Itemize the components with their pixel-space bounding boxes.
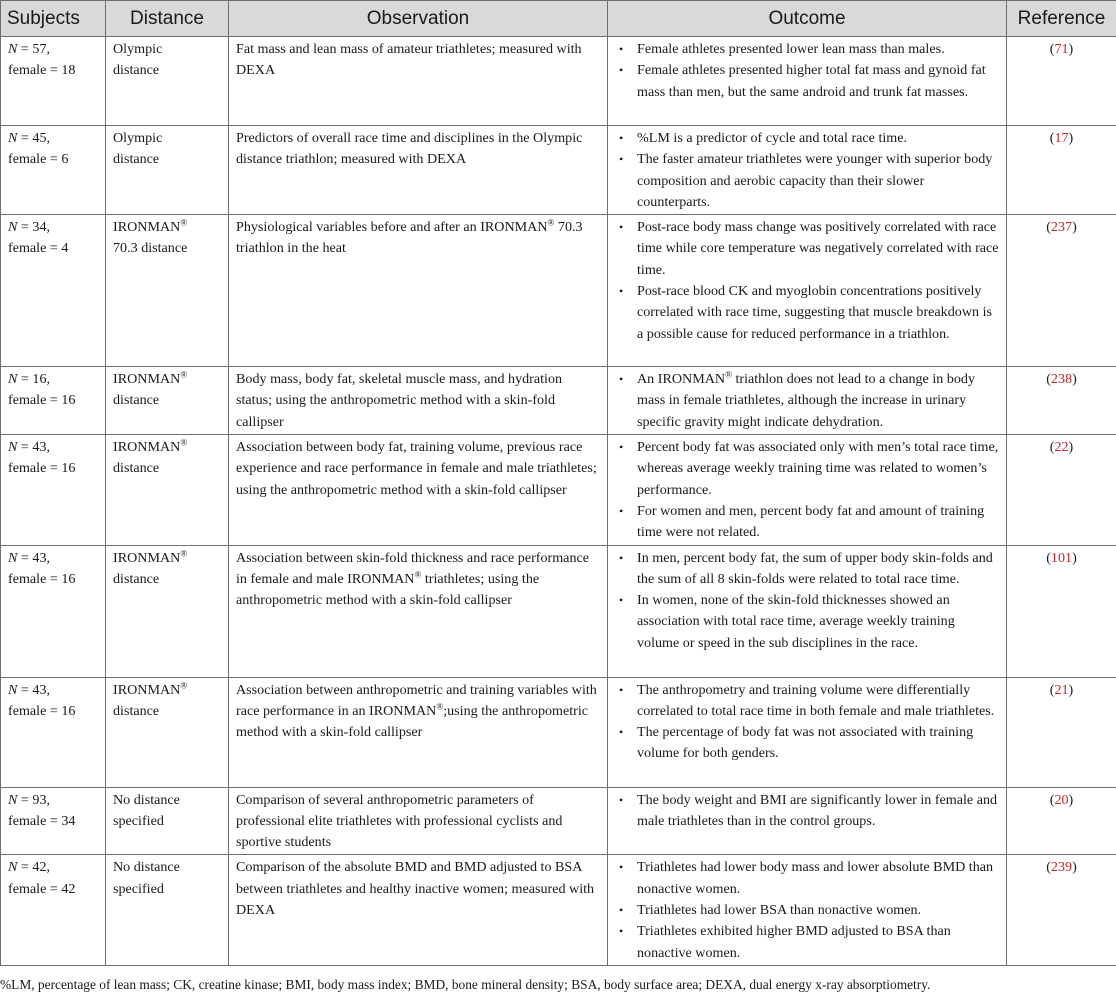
distance-line: specified [113,812,164,829]
distance-cell [106,367,229,435]
table-row [1,787,1116,855]
outcome-cell [608,367,1007,435]
table-row [1,435,1116,545]
outcome-list [615,369,999,433]
distance-cell [106,37,229,126]
reference-close-paren: ) [1068,41,1074,57]
observation-cell [229,215,608,367]
bullet-icon: • [619,131,624,145]
bullet-icon: • [619,593,624,608]
outcome-cell [608,435,1007,545]
distance-cell [106,855,229,965]
distance-cell [106,215,229,367]
bullet-icon: • [619,440,624,455]
outcome-cell [608,215,1007,367]
bullet-icon: • [619,682,624,697]
subjects-cell [1,855,106,965]
reference-close-paren: ) [1072,549,1077,566]
subjects-cell [1,215,106,367]
bullet-icon: • [619,63,624,78]
bullet-icon: • [619,860,624,875]
outcome-list [615,790,999,833]
subjects-n-label: N [8,549,18,566]
distance-line: Olympic [113,130,163,146]
subjects-female-count: female = 34 [8,812,76,829]
registered-mark: ® [725,369,732,380]
reference-close-paren: ) [1072,219,1077,236]
subjects-n-label: N [8,439,18,456]
reference-open-paren: ( [1049,439,1055,456]
bullet-icon: • [619,924,624,939]
observation-cell [229,435,608,545]
reference-cell [1007,126,1116,215]
observation-cell [229,367,608,435]
observation-text: Physiological variables before and after an IRONMAN® 70.3 triathlon in the heat [236,217,583,257]
distance-line: 70.3 distance [113,240,188,257]
subjects-n-label: N [8,791,18,808]
registered-mark: ® [547,217,555,228]
subjects-n-value: = 93, [17,791,51,808]
outcome-item [615,39,999,60]
outcome-cell [608,855,1007,965]
subjects-n-value: = 42, [17,859,51,876]
subjects-cell [1,126,106,215]
distance-line: IRONMAN® [113,679,188,698]
distance-line: No distance [113,791,180,808]
reference-close-paren: ) [1072,371,1077,388]
outcome-item [615,217,999,281]
outcome-list [615,128,999,213]
column-header-reference: Reference [1007,1,1116,37]
column-header-observation: Observation [229,1,608,37]
outcome-text: Triathletes had lower BSA than nonactive women. [637,902,922,919]
observation-text: Comparison of several anthropometric parameters of professional elite triathletes with professional cyclists and sportive students [236,791,563,851]
outcome-item [615,149,999,213]
distance-line: IRONMAN® [113,217,188,236]
outcome-item [615,900,999,921]
subjects-cell [1,677,106,787]
reference-open-paren: ( [1049,791,1055,808]
outcome-item [615,60,999,103]
registered-mark: ® [414,569,422,580]
subjects-cell [1,435,106,545]
subjects-female-count: female = 18 [8,62,76,79]
observation-cell [229,126,608,215]
bullet-icon: • [619,550,624,565]
observation-cell [229,37,608,126]
distance-cell [106,126,229,215]
table-footnote: %LM, percentage of lean mass; CK, creatine kinase; BMI, body mass index; BMD, bone mineral density; BSA, body surface area; DEXA, dual energy x-ray absorptiometry. [0,977,931,992]
observation-cell [229,677,608,787]
outcome-item [615,548,999,591]
distance-line: distance [113,570,160,587]
outcome-text: Female athletes presented higher total fat mass and gynoid fat mass than men, but the same android and trunk fat masses. [637,62,986,100]
reference-link[interactable]: 237 [1050,219,1073,236]
bullet-icon: • [619,372,624,387]
header-row [1,1,1116,37]
outcome-list [615,548,999,654]
outcome-item [615,437,999,501]
reference-cell [1007,855,1116,965]
distance-cell [106,545,229,677]
outcome-text: Triathletes exhibited higher BMD adjusted to BSA than nonactive women. [637,923,951,961]
table-row [1,367,1116,435]
bullet-icon: • [619,903,624,918]
outcome-text: The body weight and BMI are significantly lower in female and male triathletes than in the control groups. [637,791,998,829]
outcome-text: Triathletes had lower body mass and lower absolute BMD than nonactive women. [637,859,994,897]
subjects-n-label: N [8,41,18,57]
reference-cell [1007,367,1116,435]
reference-open-paren: ( [1049,41,1055,57]
reference-link[interactable]: 22 [1054,439,1069,456]
distance-line: distance [113,702,160,719]
reference-cell [1007,215,1116,367]
outcome-text: The faster amateur triathletes were younger with superior body composition and aerobic capacity than their slower counterparts. [637,151,993,210]
subjects-n-label: N [8,130,18,146]
reference-link[interactable]: 101 [1050,549,1073,566]
subjects-n-label: N [8,219,18,236]
reference-close-paren: ) [1072,859,1077,876]
table-row [1,545,1116,677]
bullet-icon: • [619,792,624,807]
outcome-item [615,281,999,345]
registered-mark: ® [180,547,188,558]
subjects-n-value: = 43, [17,439,51,456]
outcome-cell [608,126,1007,215]
distance-line: distance [113,392,160,409]
outcome-text: An IRONMAN® triathlon does not lead to a change in body mass in female triathletes, although the increase in urinary specific gravity might indicate dehydration. [637,369,975,430]
outcome-text: For women and men, percent body fat and amount of training time were not related. [637,502,985,541]
reference-link[interactable]: 71 [1054,41,1069,57]
outcome-text: In women, none of the skin-fold thicknesses showed an association with total race time, average weekly training volume or speed in the sub disciplines in the race. [637,592,955,651]
reference-link[interactable]: 20 [1054,791,1069,808]
reference-open-paren: ( [1046,371,1051,388]
distance-line: distance [113,62,160,79]
reference-close-paren: ) [1068,130,1074,146]
observation-text: Association between skin-fold thickness and race performance in female and male IRONMAN® triathletes; using the anthropometric method with a skin-fold callipser [236,549,589,609]
outcome-item [615,128,999,149]
outcome-cell [608,37,1007,126]
observation-cell [229,545,608,677]
observation-text: Fat mass and lean mass of amateur triathletes; measured with DEXA [236,41,582,79]
observation-text: Body mass, body fat, skeletal muscle mass, and hydration status; using the anthropometric method with a skin-fold callipser [236,371,563,430]
reference-cell [1007,435,1116,545]
outcome-item [615,590,999,654]
table-row [1,215,1116,367]
bullet-icon: • [619,42,624,56]
column-header-distance: Distance [106,1,229,37]
reference-open-paren: ( [1049,130,1055,146]
bullet-icon: • [619,725,624,740]
distance-line: distance [113,460,160,477]
subjects-female-count: female = 16 [8,460,76,477]
registered-mark: ® [436,701,444,712]
outcome-list [615,437,999,543]
subjects-n-label: N [8,681,18,698]
outcome-cell [608,787,1007,855]
bullet-icon: • [619,152,624,167]
distance-line: IRONMAN® [113,369,188,388]
outcome-text: %LM is a predictor of cycle and total race time. [637,130,908,146]
outcome-item [615,921,999,964]
distance-cell [106,787,229,855]
observation-text: Comparison of the absolute BMD and BMD adjusted to BSA between triathletes and healthy inactive women; measured with DEXA [236,859,595,919]
observation-text: Association between body fat, training volume, previous race experience and race performance in female and male triathletes; using the anthropometric method with a skin-fold callipser [236,439,597,498]
reference-link[interactable]: 239 [1050,859,1073,876]
column-header-outcome: Outcome [608,1,1007,37]
distance-line: specified [113,880,164,897]
subjects-female-count: female = 16 [8,702,76,719]
table-row [1,126,1116,215]
bullet-icon: • [619,503,624,518]
distance-line: Olympic [113,41,163,57]
subjects-female-count: female = 4 [8,240,69,257]
reference-cell [1007,677,1116,787]
reference-close-paren: ) [1068,791,1074,808]
table-body [1,37,1116,966]
subjects-cell [1,37,106,126]
subjects-female-count: female = 42 [8,880,76,897]
subjects-n-label: N [8,371,18,388]
reference-close-paren: ) [1068,681,1074,698]
distance-line: distance [113,151,160,168]
reference-link[interactable]: 17 [1054,130,1069,146]
table-row [1,37,1116,126]
outcome-item [615,722,999,765]
subjects-female-count: female = 16 [8,392,76,409]
bullet-icon: • [619,284,624,299]
distance-cell [106,435,229,545]
outcome-item [615,680,999,723]
distance-line: IRONMAN® [113,547,188,566]
distance-line: No distance [113,859,180,876]
outcome-cell [608,677,1007,787]
bullet-icon: • [619,220,624,235]
registered-mark: ® [180,217,188,228]
distance-line: IRONMAN® [113,437,188,456]
table-row [1,855,1116,965]
distance-cell [106,677,229,787]
outcome-cell [608,545,1007,677]
subjects-female-count: female = 16 [8,570,76,587]
outcome-list [615,217,999,345]
subjects-n-value: = 34, [17,219,51,236]
registered-mark: ® [180,369,188,380]
subjects-n-value: = 57, [17,41,51,57]
reference-cell [1007,37,1116,126]
outcome-list [615,39,999,103]
reference-open-paren: ( [1046,549,1051,566]
reference-link[interactable]: 21 [1054,681,1069,698]
subjects-cell [1,367,106,435]
subjects-n-value: = 43, [17,681,51,698]
outcome-item [615,501,999,544]
reference-open-paren: ( [1046,859,1051,876]
observation-cell [229,787,608,855]
subjects-n-label: N [8,859,18,876]
subjects-n-value: = 16, [17,371,51,388]
reference-cell [1007,787,1116,855]
reference-close-paren: ) [1068,439,1074,456]
subjects-n-value: = 45, [17,130,51,146]
registered-mark: ® [180,437,188,448]
observation-cell [229,855,608,965]
reference-cell [1007,545,1116,677]
reference-open-paren: ( [1046,219,1051,236]
outcome-list [615,680,999,765]
outcome-text: Post-race body mass change was positively correlated with race time while core temperature was negatively correlated with race time. [637,219,999,278]
table-row [1,677,1116,787]
outcome-text: Post-race blood CK and myoglobin concentrations positively correlated with race time, suggesting that muscle breakdown is a possible cause for reduced performance in a triathlon. [637,283,992,342]
outcome-text: In men, percent body fat, the sum of upper body skin-folds and the sum of all 8 skin-folds were related to total race time. [637,549,993,587]
registered-mark: ® [180,679,188,690]
observation-text: Association between anthropometric and training variables with race performance in an IRONMAN®;using the anthropometric method with a skin-fold callipser [236,681,597,741]
outcome-item [615,790,999,833]
reference-open-paren: ( [1049,681,1055,698]
outcome-item [615,857,999,900]
outcome-text: Percent body fat was associated only with men’s total race time, whereas average weekly training time was related to women’s performance. [637,439,999,498]
subjects-cell [1,545,106,677]
outcome-text: The anthropometry and training volume were differentially correlated to total race time in both female and male triathletes. [637,681,995,719]
observation-text: Predictors of overall race time and disciplines in the Olympic distance triathlon; measured with DEXA [236,130,583,168]
reference-link[interactable]: 238 [1050,371,1073,388]
subjects-n-value: = 43, [17,549,51,566]
outcome-text: The percentage of body fat was not associated with training volume for both genders. [637,724,974,762]
outcome-text: Female athletes presented lower lean mass than males. [637,41,945,57]
subjects-cell [1,787,106,855]
outcome-list [615,857,999,963]
column-header-subjects: Subjects [1,1,106,37]
subjects-female-count: female = 6 [8,151,69,168]
outcome-item [615,369,999,433]
